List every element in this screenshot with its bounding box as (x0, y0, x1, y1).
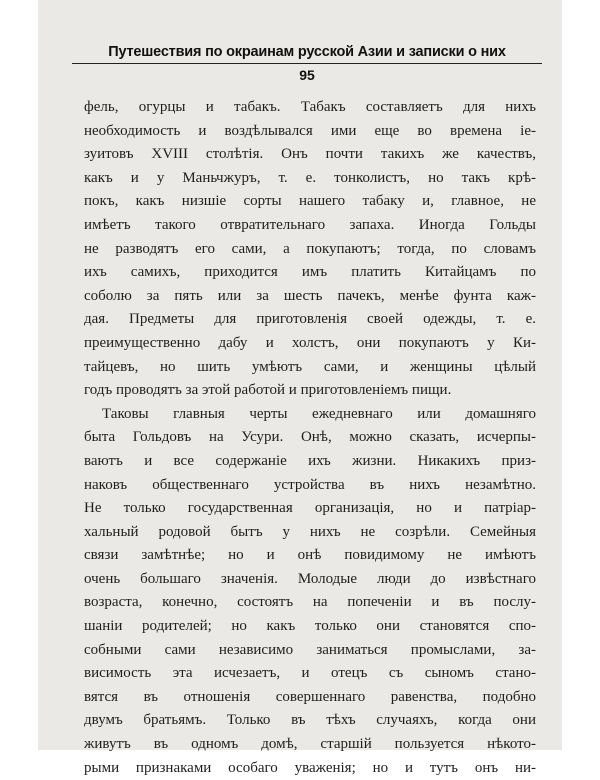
text-line: живутъ въ одномъ домѣ, старшій пользуется нѣкото- (84, 736, 536, 753)
text-line: тайцевъ, но шить умѣютъ сами, и женщины цѣлый (84, 358, 536, 375)
text-line: Не только государственная организація, но и патріар- (84, 500, 536, 517)
page-number: 95 (299, 67, 315, 83)
text-line: связи замѣтнѣе; но и онѣ повидимому не имѣютъ (84, 547, 536, 564)
text-line: ваютъ и все содержаніе ихъ жизни. Никакихъ приз- (84, 452, 536, 469)
text-line: фель, огурцы и табакъ. Табакъ составляетъ для нихъ (84, 99, 536, 115)
text-line: зуитовъ XVIII столѣтія. Онъ почти такихъ же качествъ, (84, 146, 536, 163)
text-line: покъ, какъ низшіе сорты нашего табаку и, главное, не (84, 193, 536, 210)
header-rule (72, 63, 542, 64)
text-line: имѣетъ такого отвратительнаго запаха. Иногда Гольды (84, 216, 536, 233)
text-line: преимущественно дабу и холстъ, они покупаютъ у Ки- (84, 334, 536, 351)
text-line: годъ проводятъ за этой работой и приготовленіемъ пищи. (84, 382, 452, 399)
text-line: быта Гольдовъ на Усури. Онѣ, можно сказать, исчерпы- (84, 429, 536, 446)
text-line: дая. Предметы для приготовленія своей одежды, т. е. (84, 311, 536, 328)
text-line: рыми признаками особаго уваженія; но и тутъ онъ ни- (84, 759, 536, 776)
running-title: Путешествия по окраинам русской Азии и записки о них (108, 44, 506, 60)
text-line: собными сами независимо заниматься промыслами, за- (84, 641, 536, 658)
text-line: висимость эта исчезаетъ, и отецъ съ сыномъ стано- (84, 665, 536, 682)
text-line: наковъ общественнаго устройства въ нихъ незамѣтно. (84, 476, 536, 493)
text-line: вятся въ отношенія совершеннаго равенства, подобно (84, 688, 536, 705)
text-line: Таковы главныя черты ежедневнаго или домашняго (102, 405, 536, 422)
text-line: необходимость и воздѣлывался ими еще во времена ie- (84, 122, 536, 139)
text-line: очень большаго значенія. Молодые люди до извѣстнаго (84, 570, 536, 587)
text-line: шаніи родителей; но какъ только они становятся спо- (84, 618, 536, 635)
text-line: ихъ самихъ, приходится имъ платить Китайцамъ по (84, 264, 536, 281)
text-line: какъ и у Маньчжуръ, т. е. тонколистъ, но такъ крѣ- (84, 169, 536, 186)
body-text (84, 96, 536, 780)
text-line: возраста, конечно, состоятъ на попеченіи и въ послу- (84, 594, 536, 611)
text-line: не разводятъ его сами, а покупаютъ; тогда, по словамъ (84, 240, 536, 257)
text-line: соболю за пять или за шесть пачекъ, менѣе фунта каж- (84, 287, 536, 304)
text-line: двумъ братьямъ. Только въ тѣхъ случаяхъ, когда они (84, 712, 536, 729)
text-line: хальный родовой бытъ у нихъ не созрѣли. Семейныя (84, 523, 536, 540)
